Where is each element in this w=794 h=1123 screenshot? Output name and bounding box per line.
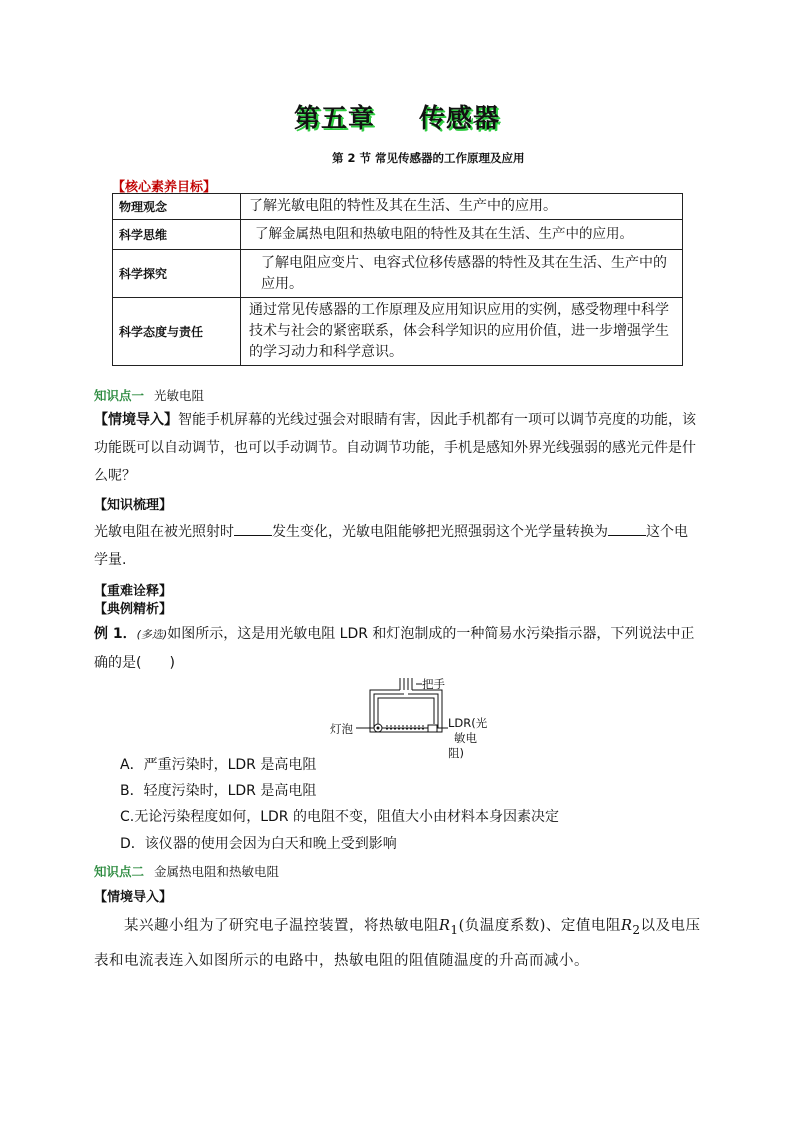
example-number: 例 1． xyxy=(94,626,137,642)
goal-value: 了解电阻应变片、电容式位移传感器的特性及其在生活、生产中的应用。 xyxy=(241,250,683,298)
section-title: 第 2 节 常见传感器的工作原理及应用 xyxy=(332,151,525,165)
goals-table xyxy=(112,193,683,366)
goal-value: 了解金属热电阻和热敏电阻的特性及其在生活、生产中的应用。 xyxy=(241,220,683,250)
kp2-intro-tag: 【情境导入】 xyxy=(94,890,173,905)
table-row xyxy=(113,298,683,366)
kp1-intro-text: 智能手机屏幕的光线过强会对眼睛有害，因此手机都有一项可以调节亮度的功能，该功能既可以自动调节，也可以手动调节。自动调节功能，手机是感知外界光线强弱的感光元件是什么呢？ xyxy=(94,412,696,484)
kp1-example-tag: 【典例精析】 xyxy=(94,602,173,617)
kp2-title: 金属热电阻和热敏电阻 xyxy=(154,864,280,879)
r1-symbol: R xyxy=(439,918,451,934)
goal-key: 科学思维 xyxy=(113,220,241,250)
table-row xyxy=(113,220,683,250)
r2-subscript: 2 xyxy=(632,922,641,937)
kp2-heading xyxy=(94,862,279,880)
kp1-label: 知识点一 xyxy=(94,388,145,403)
example-tag: (多选) xyxy=(136,628,168,641)
kp1-sort-tag: 【知识梳理】 xyxy=(94,498,173,513)
kp1-heading xyxy=(94,386,204,404)
chapter-name: 传感器 xyxy=(419,104,501,134)
goal-value: 了解光敏电阻的特性及其在生活、生产中的应用。 xyxy=(241,194,683,220)
kp1-intro xyxy=(94,406,700,490)
kp1-intro-tag: 【情境导入】 xyxy=(94,412,178,428)
fill-text-a: 光敏电阻在被光照射时 xyxy=(94,524,234,540)
lamp-label: 灯泡 xyxy=(330,722,353,736)
fill-text-c: 这个电学量. xyxy=(94,524,688,568)
goal-key: 科学态度与责任 xyxy=(113,298,241,366)
ldr-label xyxy=(448,716,490,761)
table-row xyxy=(113,194,683,220)
option-a[interactable]: A．严重污染时，LDR 是高电阻 xyxy=(120,757,317,773)
r1-subscript: 1 xyxy=(450,922,459,937)
table-row xyxy=(113,250,683,298)
ldr-label-line1: LDR(光 xyxy=(448,716,488,730)
option-d[interactable]: D．该仪器的使用会因为白天和晚上受到影响 xyxy=(120,836,397,852)
goals-header: 【核心素养目标】 xyxy=(112,180,217,195)
example1-stem xyxy=(94,620,700,677)
kp2-text-a: 某兴趣小组为了研究电子温控装置，将热敏电阻 xyxy=(124,918,439,934)
example-stem-text: 如图所示，这是用光敏电阻 LDR 和灯泡制成的一种简易水污染指示器，下列说法中正确的是( ) xyxy=(94,626,695,671)
chapter-number: 第五章 xyxy=(293,104,375,134)
kp1-title: 光敏电阻 xyxy=(154,388,205,403)
kp1-key-tag: 【重难诠释】 xyxy=(94,584,173,599)
fill-blank-2[interactable] xyxy=(608,521,646,536)
option-c[interactable]: C.无论污染程度如何，LDR 的电阻不变，阻值大小由材料本身因素决定 xyxy=(120,809,559,825)
goal-value: 通过常见传感器的工作原理及应用知识应用的实例，感受物理中科学技术与社会的紧密联系，体会科学知识的应用价值，进一步增强学生的学习动力和科学意识。 xyxy=(241,298,683,366)
kp1-fill xyxy=(94,518,700,574)
option-b[interactable]: B．轻度污染时，LDR 是高电阻 xyxy=(120,783,317,799)
kp2-label: 知识点二 xyxy=(94,864,145,879)
fill-text-b: 发生变化，光敏电阻能够把光照强弱这个光学量转换为 xyxy=(272,524,608,540)
kp2-text-b: (负温度系数)、定值电阻 xyxy=(458,918,621,934)
ldr-label-line2: 敏电阻) xyxy=(448,731,477,760)
kp2-intro-text xyxy=(94,911,704,977)
goal-key: 物理观念 xyxy=(113,194,241,220)
kp2-text-c: 以及电压表和电流表连入如图所示的电路中，热敏电阻的阻值随温度的升高而减小。 xyxy=(94,918,701,969)
goal-key: 科学探究 xyxy=(113,250,241,298)
r2-symbol: R xyxy=(620,918,633,934)
fill-blank-1[interactable] xyxy=(234,521,272,536)
pollution-indicator-figure xyxy=(330,676,490,760)
chapter-title xyxy=(0,98,794,135)
handle-label: 把手 xyxy=(422,677,445,691)
